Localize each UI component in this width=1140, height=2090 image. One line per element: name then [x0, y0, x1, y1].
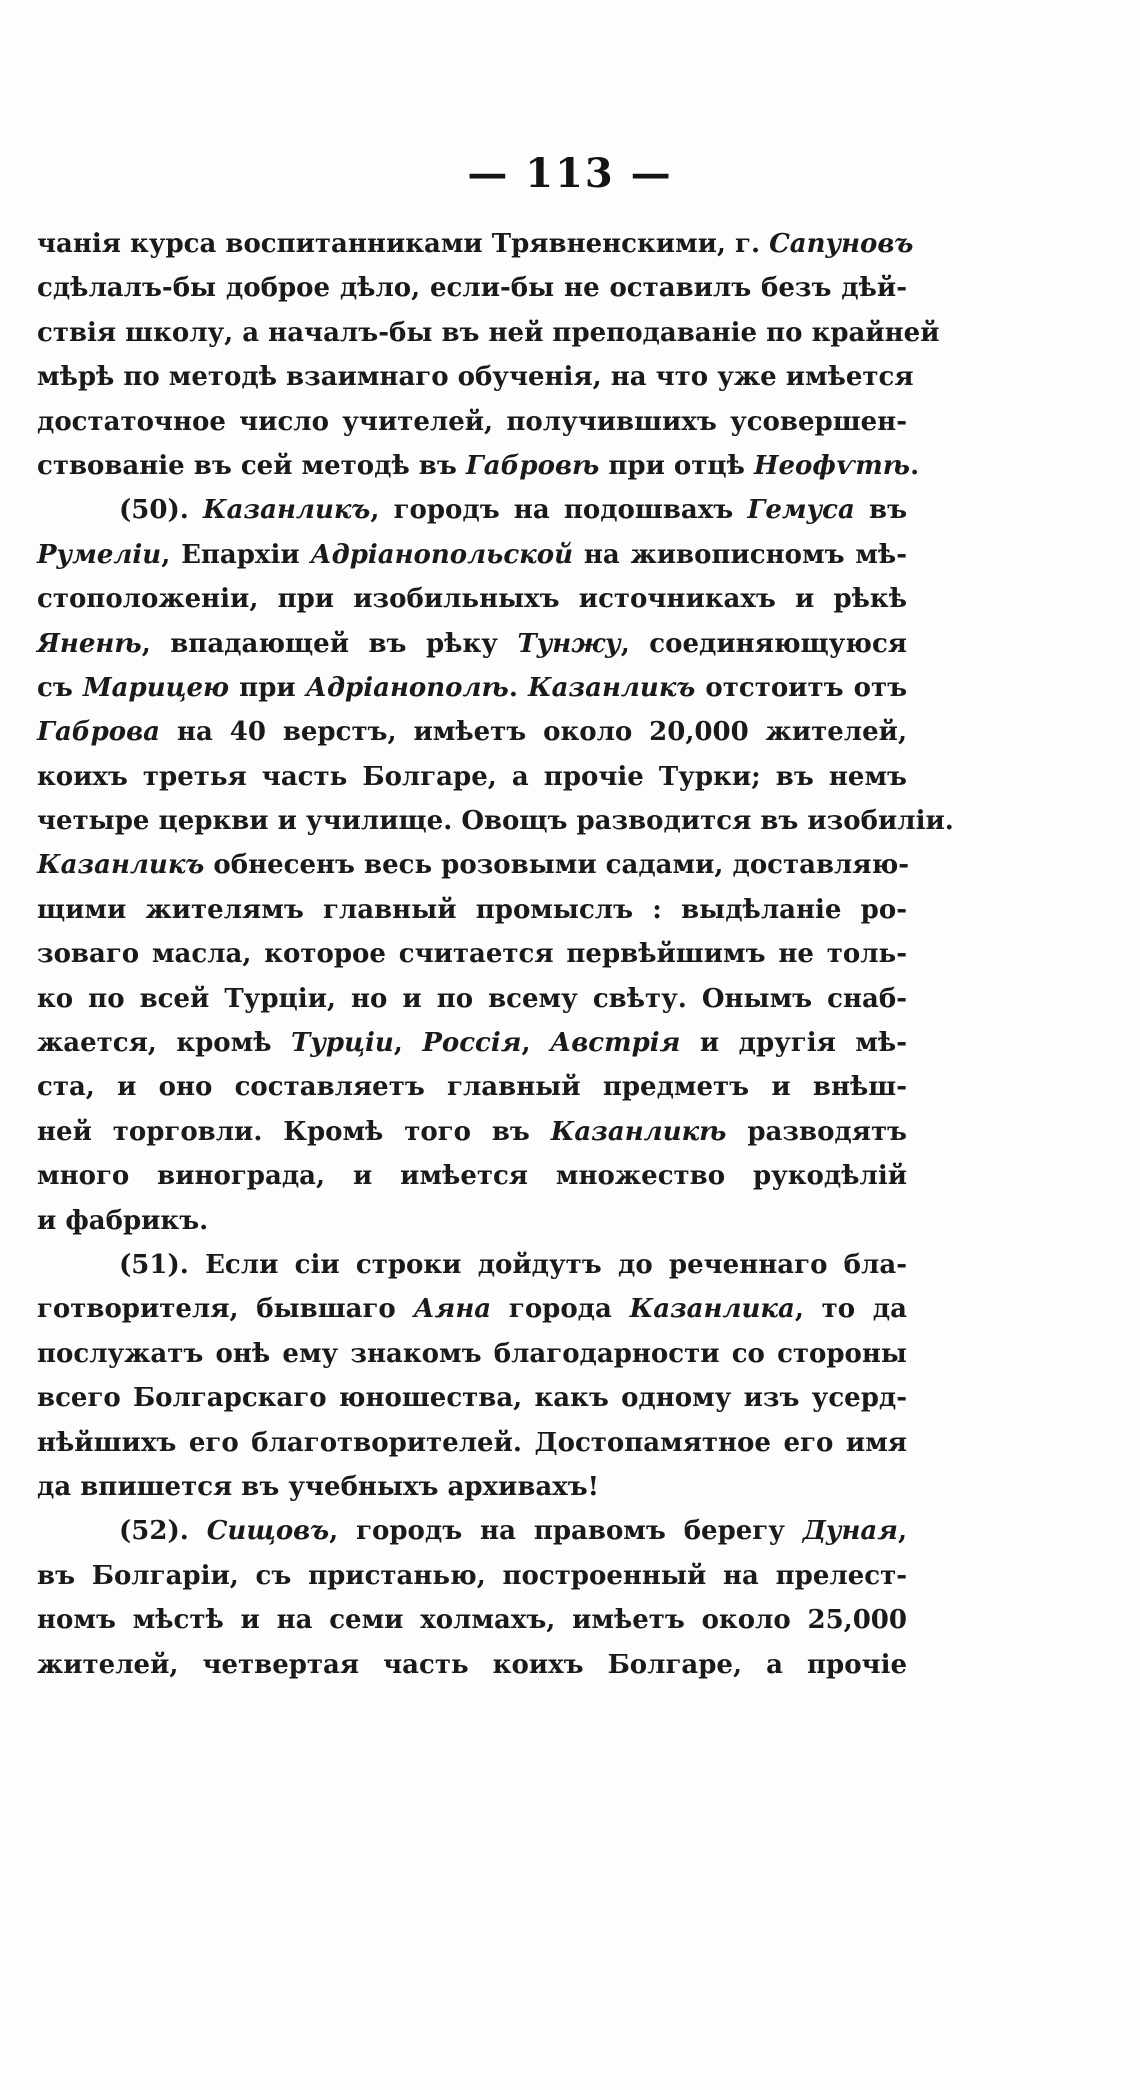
- text-line: [37, 1598, 907, 1642]
- text-line: [37, 622, 907, 666]
- text-segment: при отцѣ: [599, 450, 754, 481]
- italic-text-segment: Неофѵтѣ: [753, 450, 911, 481]
- text-line: [37, 1332, 907, 1376]
- text-segment: , соединяющуюся: [620, 628, 907, 659]
- text-segment: , впадающей въ рѣку: [141, 628, 518, 659]
- text-segment: въ Болгаріи, съ пристанью, построенный на прелест-: [37, 1560, 907, 1591]
- text-segment: чанія курса воспитанниками Трявненскими, г.: [37, 229, 770, 259]
- text-segment: ствованіе въ сей методѣ въ: [37, 450, 466, 481]
- text-segment: ней торговли. Кромѣ того въ: [37, 1116, 551, 1147]
- text-segment: и другія мѣ-: [680, 1028, 907, 1059]
- text-line: [37, 1554, 907, 1598]
- text-line: [37, 1154, 907, 1198]
- text-segment: ,: [521, 1028, 551, 1059]
- text-segment: достаточное число учителей, получившихъ усовершен-: [37, 406, 907, 437]
- italic-text-segment: Казанликѣ: [550, 1116, 727, 1147]
- page-number-header: — 113 —: [467, 150, 673, 197]
- text-line: [37, 1643, 907, 1687]
- text-line: [37, 1065, 907, 1109]
- text-line: [37, 577, 907, 621]
- text-segment: ко по всей Турціи, но и по всему свѣту. Онымъ снаб-: [37, 983, 907, 1014]
- text-line: [37, 533, 907, 577]
- text-line: [37, 1376, 907, 1420]
- text-segment: жителей, четвертая часть коихъ Болгаре, а прочіе: [37, 1649, 907, 1680]
- text-segment: мѣрѣ по методѣ взаимнаго обученія, на что уже имѣется: [37, 362, 914, 393]
- text-segment: обнесенъ весь розовыми садами, доставляю-: [204, 850, 910, 881]
- text-segment: и фабрикъ.: [37, 1205, 209, 1236]
- text-segment: отстоитъ отъ: [695, 672, 908, 703]
- text-line: [37, 222, 914, 266]
- text-segment: на живописномъ мѣ-: [573, 539, 907, 570]
- text-line: [37, 355, 914, 399]
- text-segment: послужатъ онѣ ему знакомъ благодарности со стороны: [37, 1338, 907, 1369]
- text-line: [37, 1110, 907, 1154]
- text-segment: , Епархіи: [161, 539, 311, 570]
- italic-text-segment: Габровѣ: [465, 450, 600, 481]
- italic-text-segment: Тунжу: [517, 628, 621, 659]
- text-segment: ста, и оно составляетъ главный предметъ и внѣш-: [37, 1072, 907, 1103]
- text-segment: щими жителямъ главный промыслъ : выдѣланіе ро-: [37, 894, 907, 925]
- text-segment: съ: [37, 672, 83, 703]
- italic-text-segment: Казанликъ: [528, 672, 696, 703]
- text-line: [37, 1509, 907, 1553]
- text-line: [37, 1021, 907, 1065]
- italic-text-segment: Сапуновъ: [769, 229, 914, 259]
- italic-text-segment: Сищовъ: [206, 1516, 330, 1547]
- text-segment: на 40 верстъ, имѣетъ около 20,000 жителей,: [160, 717, 907, 748]
- text-segment: коихъ третья часть Болгаре, а прочіе Турки; въ немъ: [37, 761, 907, 792]
- text-segment: ,: [393, 1028, 423, 1059]
- text-segment: четыре церкви и училище. Овощъ разводится въ изобиліи.: [37, 806, 954, 837]
- text-line: [37, 710, 907, 754]
- text-line: [37, 666, 907, 710]
- text-line: [37, 1287, 907, 1331]
- body-text: [37, 222, 954, 1687]
- italic-text-segment: Казанлика: [629, 1294, 795, 1325]
- text-segment: номъ мѣстѣ и на семи холмахъ, имѣетъ около 25,000: [37, 1605, 907, 1636]
- italic-text-segment: Адріанопольской: [310, 539, 573, 570]
- italic-text-segment: Австрія: [550, 1028, 681, 1059]
- text-line: [37, 977, 907, 1021]
- text-segment: при: [229, 672, 306, 703]
- italic-text-segment: Дуная: [802, 1516, 898, 1547]
- text-segment: ,: [897, 1516, 908, 1547]
- italic-text-segment: Казанликъ: [37, 850, 205, 881]
- italic-text-segment: Яненѣ: [37, 628, 142, 659]
- text-segment: всего Болгарскаго юношества, какъ одному изъ усерд-: [37, 1383, 907, 1414]
- italic-text-segment: Марицею: [82, 672, 230, 703]
- text-line: [37, 932, 907, 976]
- text-segment: жается, кромѣ: [37, 1028, 292, 1059]
- text-line: [37, 843, 910, 887]
- text-segment: нѣйшихъ его благотворителей. Достопамятное его имя: [37, 1427, 907, 1458]
- text-segment: готворителя, бывшаго: [37, 1294, 414, 1325]
- text-segment: , городъ на правомъ берегу: [329, 1516, 803, 1547]
- italic-text-segment: Аяна: [413, 1294, 492, 1325]
- italic-text-segment: Румеліи: [37, 539, 162, 570]
- text-segment: , городъ на подошвахъ: [370, 495, 748, 526]
- text-line: [37, 755, 907, 799]
- text-segment: зоваго масла, которое считается первѣйшимъ не толь-: [37, 939, 907, 970]
- text-line: [37, 266, 907, 310]
- text-segment: стоположеніи, при изобильныхъ источникахъ и рѣкѣ: [37, 584, 907, 615]
- text-segment: много винограда, и имѣется множество рукодѣлій: [37, 1161, 907, 1192]
- text-segment: .: [508, 672, 528, 703]
- text-segment: сдѣлалъ-бы доброе дѣло, если-бы не оставилъ безъ дѣй-: [37, 273, 907, 304]
- italic-text-segment: Казанликъ: [203, 495, 371, 526]
- text-line: [37, 400, 907, 444]
- text-line: [37, 1465, 907, 1509]
- italic-text-segment: Гемуса: [747, 495, 855, 526]
- italic-text-segment: Габрова: [37, 717, 161, 748]
- text-line: [37, 488, 907, 532]
- text-line: [37, 888, 907, 932]
- text-segment: города: [491, 1294, 630, 1325]
- text-segment: (52).: [119, 1516, 207, 1547]
- text-segment: (51). Если сіи строки дойдутъ до реченнаго бла-: [119, 1249, 907, 1280]
- text-line: [37, 799, 954, 843]
- text-line: [37, 1199, 907, 1243]
- italic-text-segment: Россія: [422, 1028, 522, 1059]
- italic-text-segment: Турціи: [291, 1028, 394, 1059]
- text-segment: , то да: [794, 1294, 907, 1325]
- text-segment: (50).: [119, 495, 204, 526]
- text-line: [37, 311, 940, 355]
- text-segment: ствія школу, а началъ-бы въ ней преподаваніе по крайней: [37, 317, 940, 348]
- text-segment: .: [910, 450, 920, 481]
- text-segment: да впишется въ учебныхъ архивахъ!: [37, 1471, 600, 1502]
- text-segment: разводятъ: [726, 1116, 908, 1147]
- italic-text-segment: Адріанополѣ: [305, 672, 509, 703]
- text-line: [37, 444, 920, 488]
- text-segment: въ: [854, 495, 908, 526]
- text-line: [37, 1243, 907, 1287]
- text-line: [37, 1421, 907, 1465]
